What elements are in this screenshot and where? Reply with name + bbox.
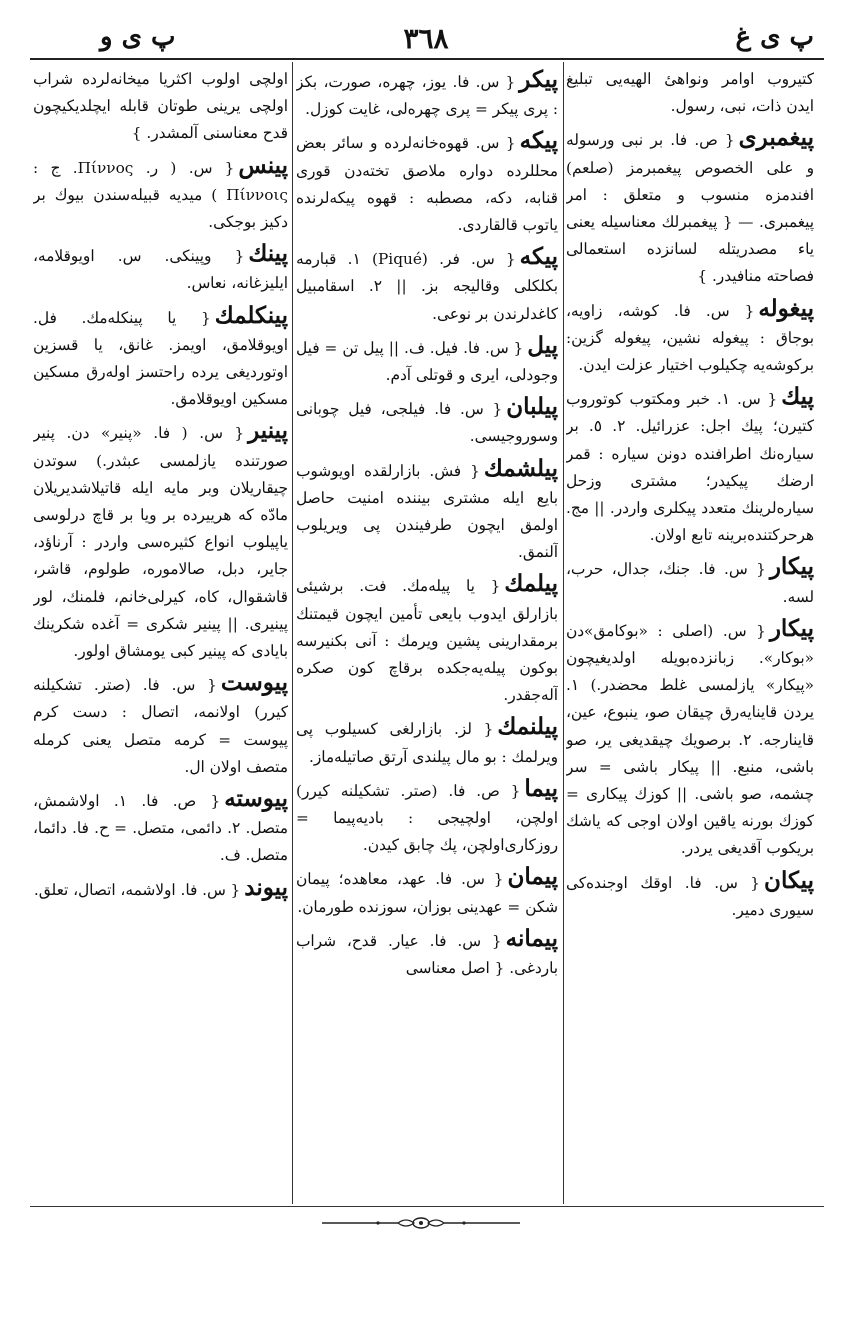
ornament-divider <box>318 1214 524 1232</box>
entry <box>33 874 288 904</box>
entry-headword: پيوند <box>244 873 288 901</box>
entry-definition: { ص. فا. ١. اولاشمش، متصل. ٢. دائمى، متصل. = ح. فا. دائما، متصل. ف. <box>33 792 288 865</box>
entry-definition: { لز. بازارلغى كسيلوب پى ويرلمك : بو مال پيلندى آرتق صاتيله‌ماز. <box>296 720 558 766</box>
running-head-left: پ ى و <box>100 22 176 52</box>
entry-headword: پيك <box>781 383 814 411</box>
column-divider <box>563 62 564 1204</box>
entry <box>33 152 288 237</box>
entry-headword: پيمان <box>507 863 558 891</box>
entry-definition: { ص. فا. بر نبى ورسوله و على الخصوص پيغمبرمز (صلعم) افندمزه منسوب و متعلق : امر پيغمبرى. — { پيغمبرلك معناسيله يعنى ياء مصدريتله لسانزده استعمالى فصاحته منافيدر. } <box>566 131 814 286</box>
entry-headword: پيمانه <box>505 924 558 952</box>
entry <box>296 925 558 982</box>
entry-headword: پيكان <box>764 866 814 894</box>
entry <box>566 66 814 120</box>
header-rule <box>30 58 824 60</box>
entry-headword: پيكه <box>519 127 558 155</box>
entry-headword: پيلشمك <box>483 454 558 482</box>
entry-headword: پيكار <box>769 614 814 642</box>
entry-definition: { س. فا. عهد، معاهده؛ پيمان شكن = عهدينى بوزان، سوزنده طورمان. <box>296 870 558 916</box>
entry-headword: پيوسته <box>224 785 288 813</box>
entry-definition: { س. فا. عيار. قدح، شراب باردغى. { اصل معناسى <box>296 931 558 978</box>
entry-headword: پيكه <box>519 243 558 271</box>
running-head-right: پ ى غ <box>735 22 814 52</box>
entry <box>33 417 288 665</box>
entry <box>296 455 558 567</box>
entry <box>296 713 558 770</box>
entry-definition: { س. فا. يوز، چهره، صورت، بكز : پرى پيكر = پرى چهره‌لى، غايت كوزل. <box>296 73 558 119</box>
entry <box>566 553 814 610</box>
column-middle <box>296 66 558 1202</box>
footer-rule <box>30 1206 824 1207</box>
entry-headword: پيكر <box>519 66 558 93</box>
page-header <box>30 18 822 58</box>
entry <box>33 302 288 414</box>
entry-definition: { س. فا. جنك، جدال، حرب، لسه. <box>566 560 814 606</box>
entry-definition: { وپينكى. س. اويوقلامه، ايليزغانه، نعاس. <box>33 247 288 293</box>
entry-definition: { س. فر. (Piqué) ١. قبارمه بكلكلى وقاليجه بز. || ٢. اسقامبيل كاغدلرندن بر نوعى. <box>296 250 558 323</box>
entry-headword: پينكلمك <box>214 301 288 329</box>
entry <box>296 393 558 450</box>
entry-definition: { س. (اصلى : «بوكامق»دن «بوكار». زبانزده‌بويله اولديغيچون «پيكار» يازلمسى غلط محضدر.) ١. يردن قاينايه‌رق چيقان صو، ينبوع، عين، قاينارجه. ٢. برصويك چيقديغى ير، صو باشى، منبع. || پيكار باشى = سر چشمه، صو باشى. || كوزك پيكارى = كوزك بورنه ياقين اولان اوجى كه ياشك بريكوب آقديغى يردر. <box>566 621 814 858</box>
entry-headword: پينير <box>248 417 288 445</box>
entry-definition: { س. قهوه‌خانه‌لرده و سائر بعض محللرده دواره ملاصق تخته‌دن قورى قنابه، دكه، مصطبه : قهوه پيكه‌لرنده ياتوب قالقاردى. <box>296 134 558 235</box>
column-right <box>566 66 814 1202</box>
entry <box>296 127 558 239</box>
entry <box>296 775 558 860</box>
entry <box>566 124 814 290</box>
entry <box>296 243 558 328</box>
entry <box>296 863 558 920</box>
entry-definition: { يا پينكله‌مك. فل. اويوقلامق، اويمز. غانق، يا قسزين اوتورديغى يرده راحتسز اوله‌رق مسكين مسكين اويوقلامق. <box>33 308 288 409</box>
entry <box>566 383 814 549</box>
entry-definition: { س. فا. كوشه، زاويه، بوجاق : پيغوله نشين، پيغوله گزين: بركوشه‌يه چكيلوب اختيار عزلت ايدن. <box>566 301 814 375</box>
entry <box>296 332 558 389</box>
entry-definition: { يا پيله‌مك. فت. برشيئى بازارلق ايدوب بايعى تأمين ايچون قيمتنك برمقدارينى پشين ويرمك : آنى بكنيرسه بوكون پيله‌يه‌جكده برقاچ كون صكره آله‌جقدر. <box>296 577 558 705</box>
entry <box>33 240 288 297</box>
entry-definition: كتيروب اوامر ونواهىٔ الهيه‌يى تبليغ ايدن ذات، نبى، رسول. <box>566 70 814 116</box>
entry-definition: اولچى اولوب اكثريا ميخانه‌لرده شراب اولچى يرينى طوتان قابله ايچلديكيچون قدح معناسنى آلمشدر. } <box>33 70 288 143</box>
entry-definition: { س. فا. اولاشمه، اتصال، تعلق. <box>33 880 241 899</box>
entry-headword: پيوست <box>220 669 288 697</box>
entry <box>566 615 814 863</box>
column-left <box>33 66 288 1202</box>
entry <box>566 295 814 380</box>
entry <box>33 669 288 781</box>
entry-headword: پيل <box>527 331 558 359</box>
entry-headword: پيلبان <box>506 393 558 421</box>
page-number: ٣٦٨ <box>403 22 449 55</box>
entry-definition: { س. ( فا. «پنير» دن. پنير صورتنده يازلمسى عبثدر.) سوتدن چيقاريلان وبر مايه ايله قاتيلاشديريلان مادّه كه هرييرده بر ويا بر قاچ درلوسى ياپيلوب انواع كثيره‌سى واردر : آرناؤد، جاير، دبل، صالاموره، طولوم، قاشر، قاشقوال، كاه، كيرلى‌خانم، فلمنك، لور پينيرى. || پينير شكرى = آغده شكرينك بايادى كه پينير كبى يومشاق اولور. <box>33 424 288 661</box>
entry-definition: { س. ( ر. Πίννος. ج : Πίννοις ) ميديه قبيله‌سندن بيوك بر دكيز بوجكى. <box>33 158 288 232</box>
entry-definition: { ص. فا. (صتر. تشكيلنه كيرر) اولچن، اولچيجى : باديه‌پيما = روزكارى‌اولچن، پك چابق كيدن. <box>296 781 558 855</box>
entry-headword: پينس <box>238 151 288 179</box>
entry-definition: { س. فا. (صتر. تشكيلنه كيرر) اولانمه، اتصال : دست كرم پيوست = كرمه متصل يعنى كرمله متصف اولان ال. <box>33 676 288 776</box>
entry-headword: پيلنمك <box>497 713 558 741</box>
entry-headword: پينك <box>248 240 288 268</box>
column-divider <box>292 62 293 1204</box>
entry <box>33 66 288 148</box>
entry-definition: { س. فا. اوقك اوجنده‌كى سيورى دمير. <box>566 873 814 919</box>
entry <box>296 570 558 709</box>
entry-headword: پيغوله <box>758 294 814 322</box>
entry-headword: پيغمبرى <box>738 124 814 152</box>
entry <box>33 785 288 870</box>
entry-headword: پيما <box>524 774 558 802</box>
entry <box>296 66 558 123</box>
entry-definition: { س. فا. فيل. ف. || پيل تن = فيل وجودلى، ايرى و قوتلى آدم. <box>296 338 558 385</box>
entry <box>566 867 814 924</box>
entry-headword: پيكار <box>769 553 814 581</box>
entry-definition: { فش. بازارلقده اويوشوب بايع ايله مشترى بيننده امنيت حاصل اولمق ايچون طرفيندن پى ويريلوب آلنمق. <box>296 461 558 562</box>
entry-definition: { س. ١. خبر ومكتوب كوتوروب كتيرن؛ پيك اجل: عزرائيل. ٢. ٥. بر سياره‌نك اطرافنده دونن سياره : قمر ارضك پيكيدر؛ مشترى وزحل سياره‌لرينك متعدد پيكلرى واردر. || مج. هرحركتنده‌برينه تابع اولان. <box>566 390 814 545</box>
entry-definition: { س. فا. فيلجى، فيل چوبانى وسوروجيسى. <box>296 400 558 446</box>
entry-headword: پيلمك <box>504 570 558 598</box>
